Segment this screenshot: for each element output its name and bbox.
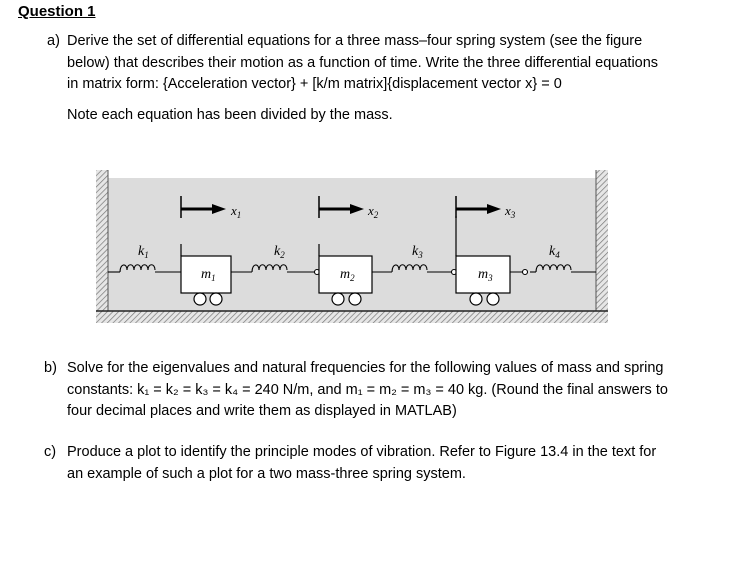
- m3-label: $m_3$: [478, 267, 493, 283]
- question-heading: Question 1: [18, 3, 96, 20]
- text-line: Solve for the eigenvalues and natural frequencies for the following values of mass and spring: [67, 360, 664, 376]
- part-a-marker: a): [47, 33, 60, 49]
- k2-label: $k_2$: [274, 244, 285, 260]
- text-line: in matrix form: {Acceleration vector} + [k/m matrix]{displacement vector x} = 0: [67, 76, 562, 92]
- text-line: Produce a plot to identify the principle modes of vibration. Refer to Figure 13.4 in the text for: [67, 444, 657, 460]
- k1-label: $k_1$: [138, 244, 149, 260]
- text-line: an example of such a plot for a two mass-three spring system.: [67, 465, 466, 482]
- part-a-note: Note each equation has been divided by the mass.: [67, 107, 393, 123]
- text-line: below) that describes their motion as a function of time. Write the three differential equations: [67, 54, 659, 71]
- x2-label: $x_2$: [368, 203, 379, 220]
- k4-label: $k_4$: [549, 244, 560, 260]
- part-b-marker: b): [44, 360, 57, 376]
- x1-label: $x_1$: [231, 203, 242, 220]
- part-a-text: [67, 31, 658, 96]
- part-b-text: [67, 358, 668, 423]
- m2-label: $m_2$: [340, 267, 355, 283]
- right-wall: [596, 170, 608, 320]
- m1-label: $m_1$: [201, 267, 216, 283]
- spring-mass-figure: [94, 166, 610, 326]
- text-line: four decimal places and write them as displayed in MATLAB): [67, 403, 457, 419]
- part-c-marker: c): [44, 444, 57, 460]
- k3-label: $k_3$: [412, 244, 423, 260]
- text-line: constants: k₁ = k₂ = k₃ = k₄ = 240 N/m, and m₁ = m₂ = m₃ = 40 kg. (Round the final answers to: [67, 381, 668, 398]
- floor: [96, 311, 608, 323]
- part-c-text: [67, 442, 656, 485]
- left-wall: [96, 170, 108, 320]
- text-line: Derive the set of differential equations for a three mass–four spring system (see the figure: [67, 33, 643, 49]
- x3-label: $x_3$: [505, 203, 516, 220]
